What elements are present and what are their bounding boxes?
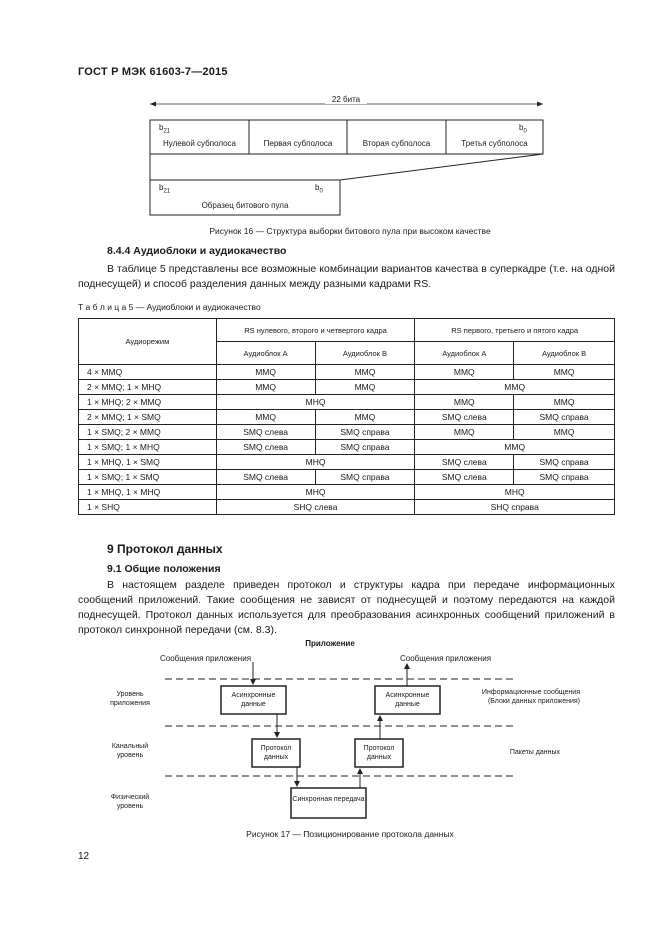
- row-cell-g2: MMQ: [415, 440, 615, 455]
- row-audio-mode: 1 × MHQ, 1 × SMQ: [79, 455, 217, 470]
- b0-label-top: $b_0$: [519, 123, 527, 135]
- section-91-paragraph: В настоящем разделе приведен протокол и структуры кадра при передаче информационных сообщений приложений. Такие сообщения не зависят от поднесущей и поэтому передаются на каждой поднесущей. Протокол данных используется для преобразования асинхронных сообщений приложений в протокол синхронной передачи (см. 8.3).: [78, 579, 615, 636]
- row-cell-b2: MMQ: [514, 365, 615, 380]
- row-cell-b1: SMQ справа: [315, 470, 415, 485]
- row-audio-mode: 1 × SMQ; 1 × SMQ: [79, 470, 217, 485]
- cell-subband-3: Третья субполоса: [461, 139, 528, 148]
- fig17-sync: Синхронная передача: [292, 796, 365, 803]
- col-block-a-2: Аудиоблок А: [415, 342, 514, 365]
- row-cell-a1: MMQ: [216, 380, 315, 395]
- row-cell-g1: MHQ: [216, 485, 415, 500]
- fig17-async-right: Асинхронные данные: [385, 692, 430, 708]
- col-block-b-2: Аудиоблок В: [514, 342, 615, 365]
- bit-pool-label: Образец битового пула: [201, 201, 289, 210]
- row-cell-a1: MMQ: [216, 410, 315, 425]
- row-cell-a1: SMQ слева: [216, 470, 315, 485]
- b0-label-bottom: $b_0$: [315, 183, 323, 195]
- cell-subband-0: Нулевой субполоса: [163, 139, 236, 148]
- row-cell-a1: SMQ слева: [216, 440, 315, 455]
- section-844-paragraph: В таблице 5 представлены все возможные комбинации вариантов качества в суперкадре (т.е. на одной поднесущей) и способ разделения данных между разными кадрами RS.: [78, 263, 615, 290]
- col-group-rs-odd: RS первого, третьего и пятого кадра: [415, 319, 615, 342]
- row-cell-b2: MMQ: [514, 395, 615, 410]
- cell-subband-1: Первая субполоса: [263, 139, 333, 148]
- row-cell-a2: MMQ: [415, 365, 514, 380]
- width-label: 22 бита: [325, 95, 367, 104]
- row-cell-b2: MMQ: [514, 425, 615, 440]
- row-cell-b1: MMQ: [315, 380, 415, 395]
- b21-label-top: $b_{21}$: [159, 123, 171, 135]
- row-cell-b1: MMQ: [315, 410, 415, 425]
- row-cell-g1: SHQ слева: [216, 500, 415, 515]
- document-header: ГОСТ Р МЭК 61603-7—2015: [78, 66, 228, 78]
- row-cell-g2: MMQ: [415, 380, 615, 395]
- row-cell-a1: MMQ: [216, 365, 315, 380]
- fig17-level-channel: Канальный уровень: [111, 743, 149, 759]
- row-audio-mode: 1 × MHQ, 1 × MHQ: [79, 485, 217, 500]
- row-audio-mode: 1 × SHQ: [79, 500, 217, 515]
- section-844-title: 8.4.4 Аудиоблоки и аудиокачество: [107, 245, 287, 257]
- row-cell-g1: MHQ: [216, 395, 415, 410]
- row-cell-a2: SMQ слева: [415, 455, 514, 470]
- fig17-msg-left: Сообщения приложения: [160, 654, 252, 663]
- row-cell-b2: SMQ справа: [514, 410, 615, 425]
- row-cell-a2: MMQ: [415, 395, 514, 410]
- b21-label-bottom: $b_{21}$: [159, 183, 171, 195]
- row-audio-mode: 2 × MMQ; 1 × MHQ: [79, 380, 217, 395]
- row-audio-mode: 2 × MMQ; 1 × SMQ: [79, 410, 217, 425]
- section-9-title: 9 Протокол данных: [107, 542, 223, 556]
- cell-subband-2: Вторая субполоса: [362, 139, 431, 148]
- row-cell-b1: SMQ справа: [315, 440, 415, 455]
- col-group-rs-even: RS нулевого, второго и четвертого кадра: [216, 319, 415, 342]
- figure-17-caption: Рисунок 17 — Позиционирование протокола данных: [246, 829, 454, 839]
- row-cell-a2: SMQ слева: [415, 410, 514, 425]
- page-number: 12: [78, 851, 90, 862]
- fig17-level-app: Уровень приложения: [110, 691, 150, 707]
- table-5-caption: Т а б л и ц а 5 — Аудиоблоки и аудиокачество: [78, 302, 261, 312]
- fig17-packets: Пакеты данных: [509, 749, 560, 756]
- row-audio-mode: 4 × MMQ: [79, 365, 217, 380]
- row-cell-g2: SHQ справа: [415, 500, 615, 515]
- fig17-level-phys: Физический уровень: [110, 794, 150, 810]
- fig17-app-title: Приложение: [305, 639, 355, 648]
- row-cell-b1: SMQ справа: [315, 425, 415, 440]
- fig17-async-left: Асинхронные данные: [231, 692, 276, 708]
- fig17-info-msgs: Информационные сообщения (Блоки данных приложения): [481, 689, 580, 705]
- row-cell-a2: SMQ слева: [415, 470, 514, 485]
- fig17-msg-right: Сообщения приложения: [400, 654, 492, 663]
- fig17-proto-left: Протокол данных: [260, 745, 292, 761]
- col-audio-mode: Аудиорежим: [79, 319, 217, 365]
- row-cell-a2: MMQ: [415, 425, 514, 440]
- row-audio-mode: 1 × SMQ; 1 × MHQ: [79, 440, 217, 455]
- row-audio-mode: 1 × MHQ; 2 × MMQ: [79, 395, 217, 410]
- section-91-title: 9.1 Общие положения: [107, 563, 221, 575]
- row-cell-b1: MMQ: [315, 365, 415, 380]
- col-block-a-1: Аудиоблок А: [216, 342, 315, 365]
- fig17-proto-right: Протокол данных: [363, 745, 395, 761]
- row-cell-b2: SMQ справа: [514, 470, 615, 485]
- row-audio-mode: 1 × SMQ; 2 × MMQ: [79, 425, 217, 440]
- row-cell-b2: SMQ справа: [514, 455, 615, 470]
- col-block-b-1: Аудиоблок В: [315, 342, 415, 365]
- row-cell-g1: MHQ: [216, 455, 415, 470]
- figure-16-caption: Рисунок 16 — Структура выборки битового пула при высоком качестве: [209, 226, 491, 236]
- row-cell-a1: SMQ слева: [216, 425, 315, 440]
- row-cell-g2: MHQ: [415, 485, 615, 500]
